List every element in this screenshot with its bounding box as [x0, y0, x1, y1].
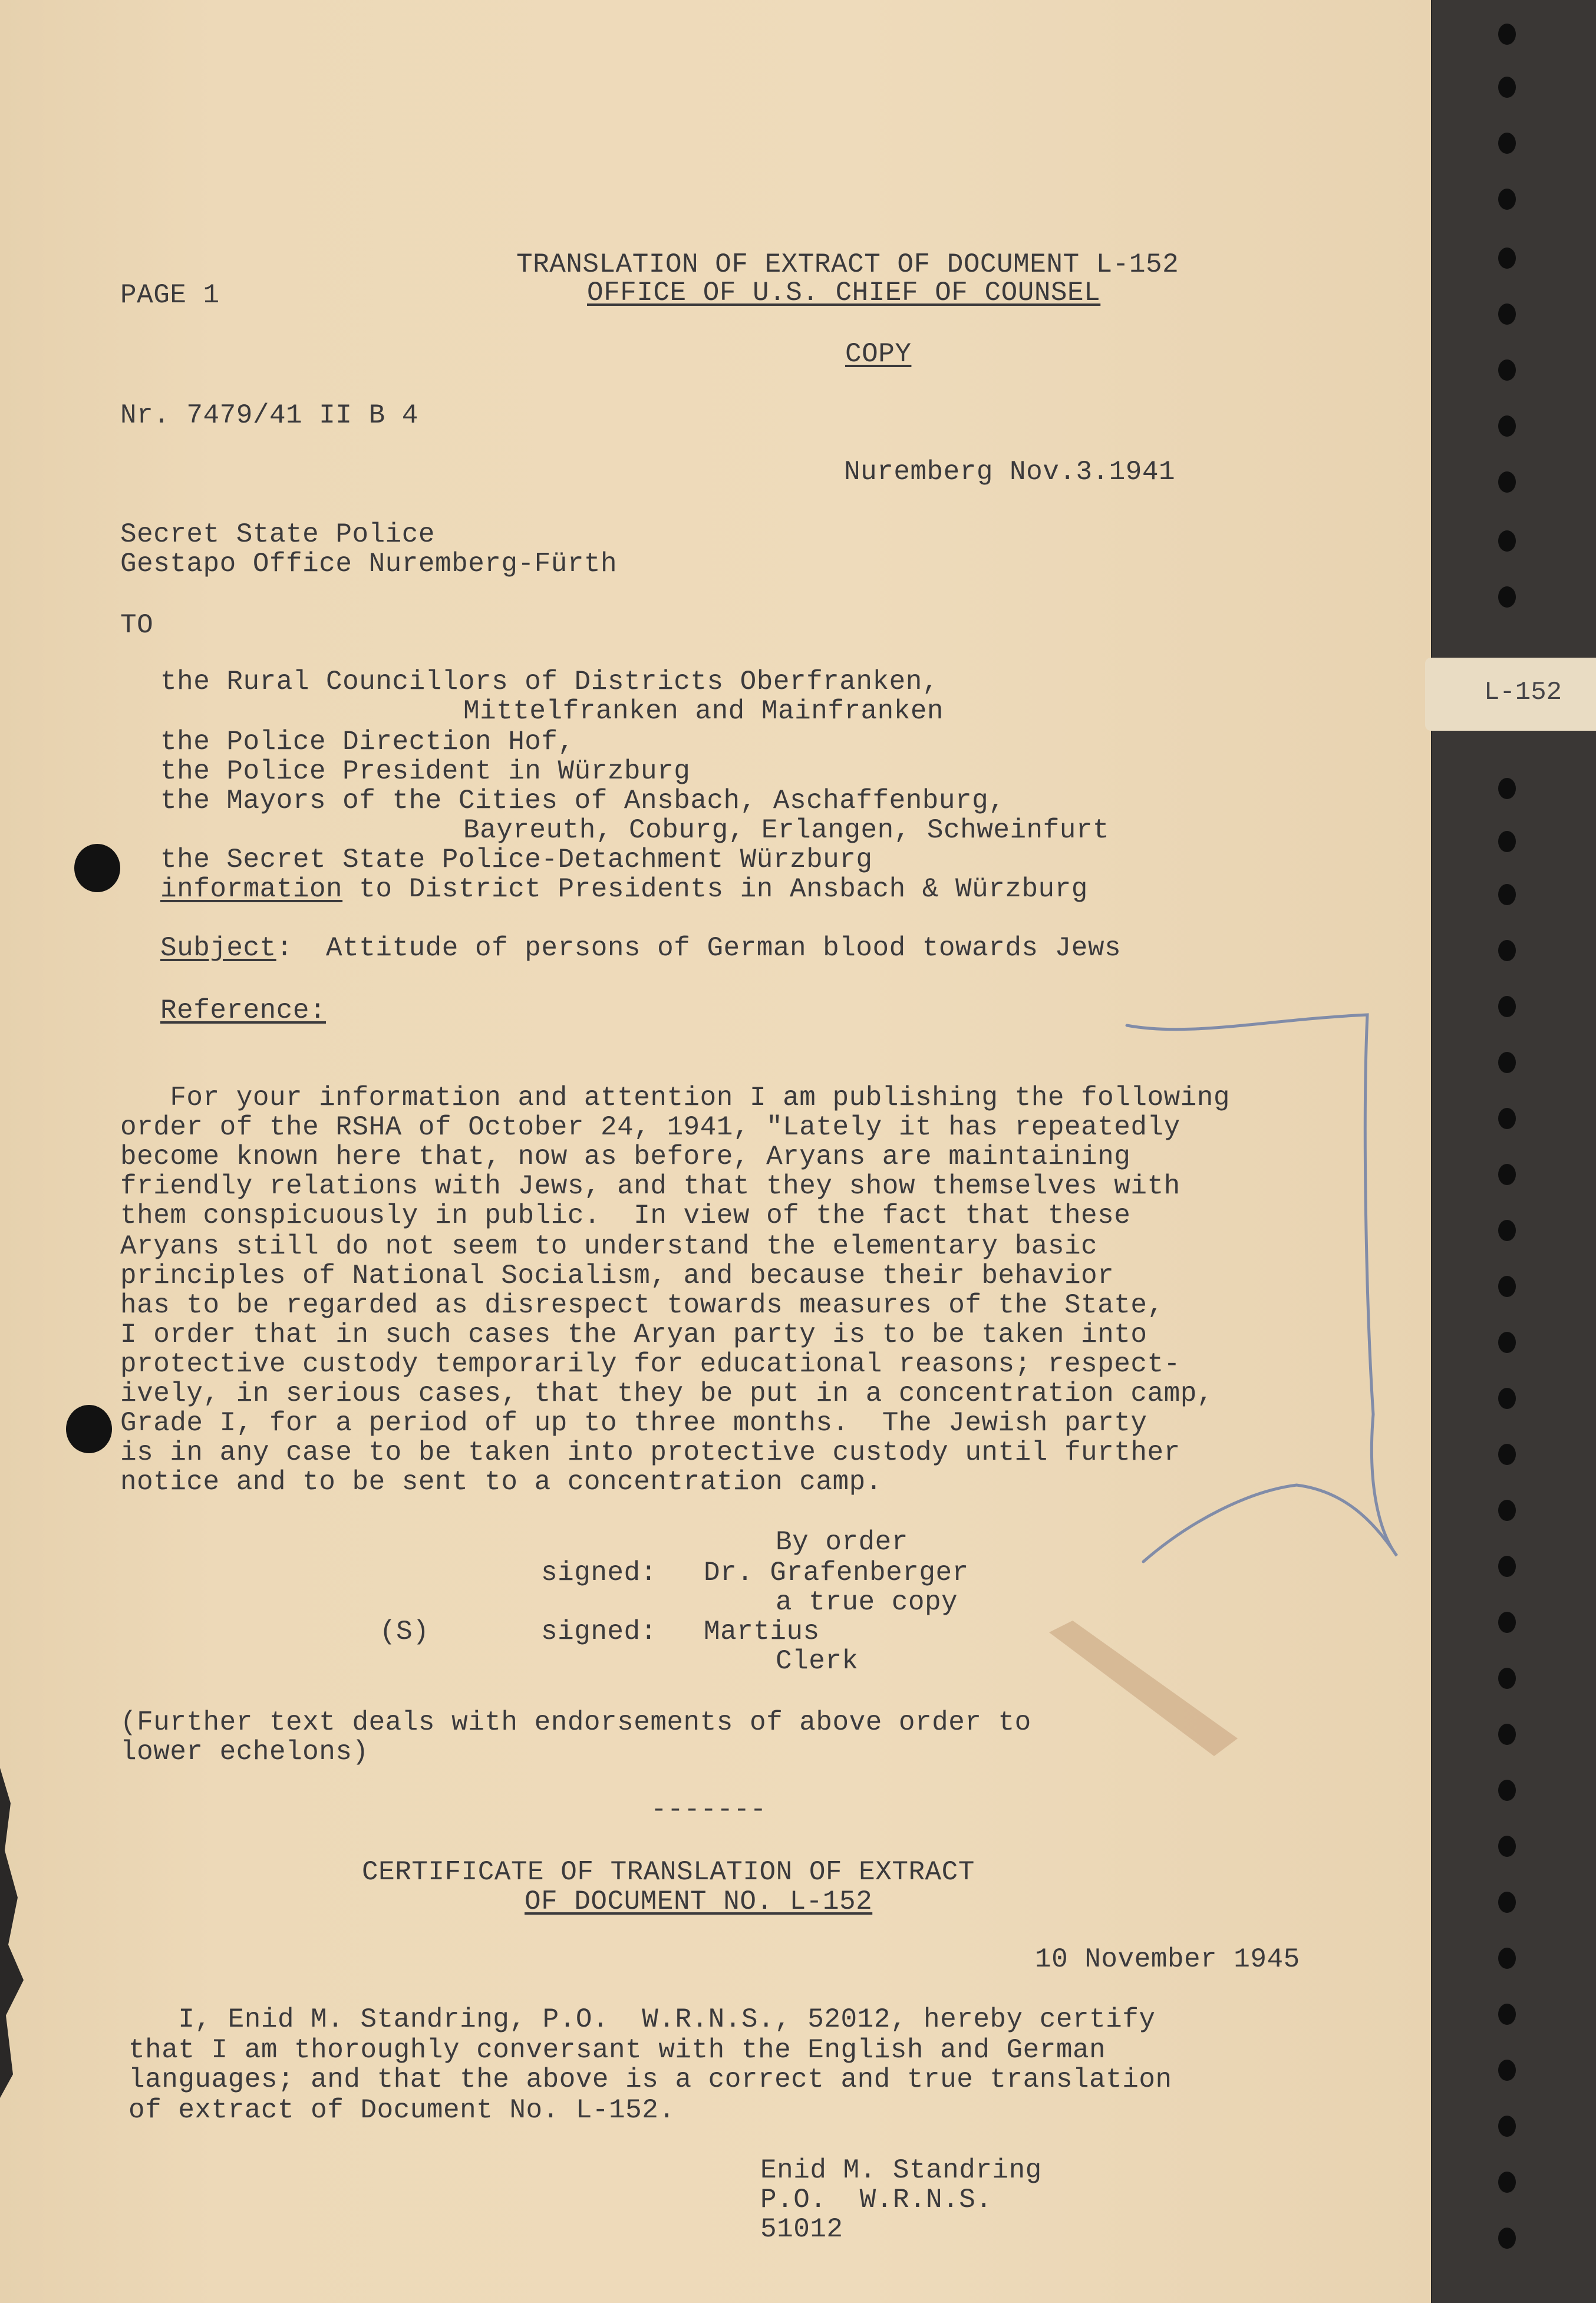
- true-copy: a true copy: [776, 1587, 958, 1618]
- binder-hole: [1498, 831, 1516, 852]
- certificate-line: of extract of Document No. L-152.: [128, 2095, 675, 2126]
- binder-hole: [1498, 1780, 1516, 1801]
- binder-hole: [1498, 1276, 1516, 1297]
- torn-edge-mark: [0, 1768, 35, 2298]
- information-text: to District Presidents in Ansbach & Würzburg: [342, 874, 1088, 905]
- certificate-line: languages; and that the above is a correct and true translation: [128, 2064, 1172, 2095]
- body-line: order of the RSHA of October 24, 1941, "Lately it has repeatedly: [120, 1112, 1180, 1143]
- sender-line: Gestapo Office Nuremberg-Fürth: [120, 549, 618, 579]
- certificate-line: that I am thoroughly conversant with the English and German: [128, 2035, 1106, 2066]
- binder-hole: [1498, 303, 1516, 325]
- body-line: is in any case to be taken into protective custody until further: [120, 1437, 1180, 1468]
- binder-hole: [1498, 2060, 1516, 2081]
- body-line: For your information and attention I am publishing the following: [120, 1083, 1231, 1113]
- certificate-title: CERTIFICATE OF TRANSLATION OF EXTRACT: [362, 1857, 975, 1888]
- tab-label: L-152: [1484, 678, 1562, 707]
- recipient-line: Bayreuth, Coburg, Erlangen, Schweinfurt: [463, 815, 1110, 846]
- binder-hole: [1498, 1220, 1516, 1241]
- binder-hole: [1498, 1892, 1516, 1913]
- reference-number: Nr. 7479/41 II B 4: [120, 400, 418, 431]
- recipient-line: Mittelfranken and Mainfranken: [463, 696, 944, 727]
- document-tab: [1425, 658, 1596, 731]
- binder-hole: [1498, 1836, 1516, 1857]
- recipient-line: the Secret State Police-Detachment Würzburg: [160, 844, 873, 875]
- binder-hole: [1498, 1388, 1516, 1409]
- body-line: them conspicuously in public. In view of the fact that these: [120, 1200, 1131, 1231]
- page-number: PAGE 1: [120, 280, 220, 311]
- signer-name: Martius: [704, 1616, 820, 1647]
- subject-text: : Attitude of persons of German blood towards Jews: [276, 933, 1122, 964]
- recipient-line: the Rural Councillors of Districts Oberfranken,: [160, 667, 939, 697]
- binder-hole: [1498, 1948, 1516, 1969]
- binder-hole: [1498, 1668, 1516, 1689]
- binder-hole: [1498, 996, 1516, 1017]
- copy-label: COPY: [845, 339, 912, 369]
- punch-hole: [66, 1405, 112, 1453]
- body-line: become known here that, now as before, Aryans are maintaining: [120, 1141, 1131, 1172]
- binder-hole: [1498, 1612, 1516, 1633]
- recipient-line: the Police Direction Hof,: [160, 727, 575, 757]
- binder-hole: [1498, 884, 1516, 905]
- binder-hole: [1498, 1052, 1516, 1073]
- binder-hole: [1498, 778, 1516, 799]
- sender-line: Secret State Police: [120, 519, 435, 550]
- binder-hole: [1498, 1444, 1516, 1465]
- subject-line: [160, 933, 1121, 964]
- certificate-date: 10 November 1945: [1035, 1944, 1300, 1975]
- binder-strip: [1432, 0, 1596, 2303]
- certificate-signature-rank: P.O. W.R.N.S.: [760, 2185, 992, 2215]
- binder-hole: [1498, 359, 1516, 381]
- binder-hole: [1498, 1500, 1516, 1521]
- binder-hole: [1498, 1724, 1516, 1745]
- body-line: Aryans still do not seem to understand the elementary basic: [120, 1231, 1098, 1262]
- body-line: protective custody temporarily for educational reasons; respect-: [120, 1349, 1180, 1380]
- binder-hole: [1498, 1556, 1516, 1577]
- binder-hole: [1498, 940, 1516, 961]
- certificate-signature-name: Enid M. Standring: [760, 2155, 1042, 2186]
- signed-label: signed:: [541, 1558, 657, 1588]
- binder-hole: [1498, 189, 1516, 210]
- body-line: I order that in such cases the Aryan party is to be taken into: [120, 1319, 1147, 1350]
- binder-hole: [1498, 133, 1516, 154]
- body-line: notice and to be sent to a concentration camp.: [120, 1467, 882, 1497]
- by-order: By order: [776, 1527, 908, 1558]
- body-line: has to be regarded as disrespect towards measures of the State,: [120, 1290, 1164, 1321]
- binder-hole: [1498, 1332, 1516, 1353]
- binder-hole: [1498, 415, 1516, 437]
- binder-hole: [1498, 77, 1516, 98]
- reference-label: Reference:: [160, 995, 327, 1026]
- information-label: information: [160, 874, 343, 905]
- binder-hole: [1498, 1164, 1516, 1185]
- further-text-line: (Further text deals with endorsements of above order to: [120, 1707, 1031, 1738]
- signer-title: Clerk: [776, 1646, 859, 1677]
- to-label: TO: [120, 610, 154, 641]
- binder-hole: [1498, 24, 1516, 45]
- further-text-line: lower echelons): [120, 1737, 369, 1767]
- subject-label: Subject: [160, 933, 276, 964]
- document-subtitle: OFFICE OF U.S. CHIEF OF COUNSEL: [587, 278, 1101, 308]
- signed-label: signed:: [541, 1616, 657, 1647]
- binder-hole: [1498, 2228, 1516, 2249]
- certificate-subtitle: OF DOCUMENT NO. L-152: [525, 1886, 873, 1917]
- separator: -------: [651, 1794, 767, 1825]
- binder-hole: [1498, 2004, 1516, 2025]
- binder-hole: [1498, 2172, 1516, 2193]
- recipient-line: the Mayors of the Cities of Ansbach, Aschaffenburg,: [160, 786, 1005, 816]
- binder-hole: [1498, 1108, 1516, 1129]
- certificate-line: I, Enid M. Standring, P.O. W.R.N.S., 52012, hereby certify: [128, 2004, 1156, 2035]
- pencil-bracket-mark: [1120, 1002, 1414, 1591]
- binder-hole: [1498, 471, 1516, 493]
- tape-stain-mark: [1037, 1615, 1249, 1768]
- binder-hole: [1498, 248, 1516, 269]
- binder-hole: [1498, 586, 1516, 608]
- certificate-signature-number: 51012: [760, 2214, 843, 2245]
- signer-name: Dr. Grafenberger: [704, 1558, 969, 1588]
- punch-hole: [74, 844, 120, 892]
- binder-hole: [1498, 2116, 1516, 2137]
- body-line: ively, in serious cases, that they be put in a concentration camp,: [120, 1378, 1214, 1409]
- s-mark: (S): [380, 1616, 430, 1647]
- body-line: friendly relations with Jews, and that they show themselves with: [120, 1171, 1180, 1202]
- body-line: Grade I, for a period of up to three months. The Jewish party: [120, 1408, 1147, 1438]
- body-line: principles of National Socialism, and because their behavior: [120, 1261, 1114, 1291]
- information-line: [160, 875, 1088, 905]
- document-title: TRANSLATION OF EXTRACT OF DOCUMENT L-152: [516, 249, 1179, 280]
- recipient-line: the Police President in Würzburg: [160, 756, 691, 787]
- binder-hole: [1498, 530, 1516, 552]
- place-date: Nuremberg Nov.3.1941: [844, 457, 1176, 487]
